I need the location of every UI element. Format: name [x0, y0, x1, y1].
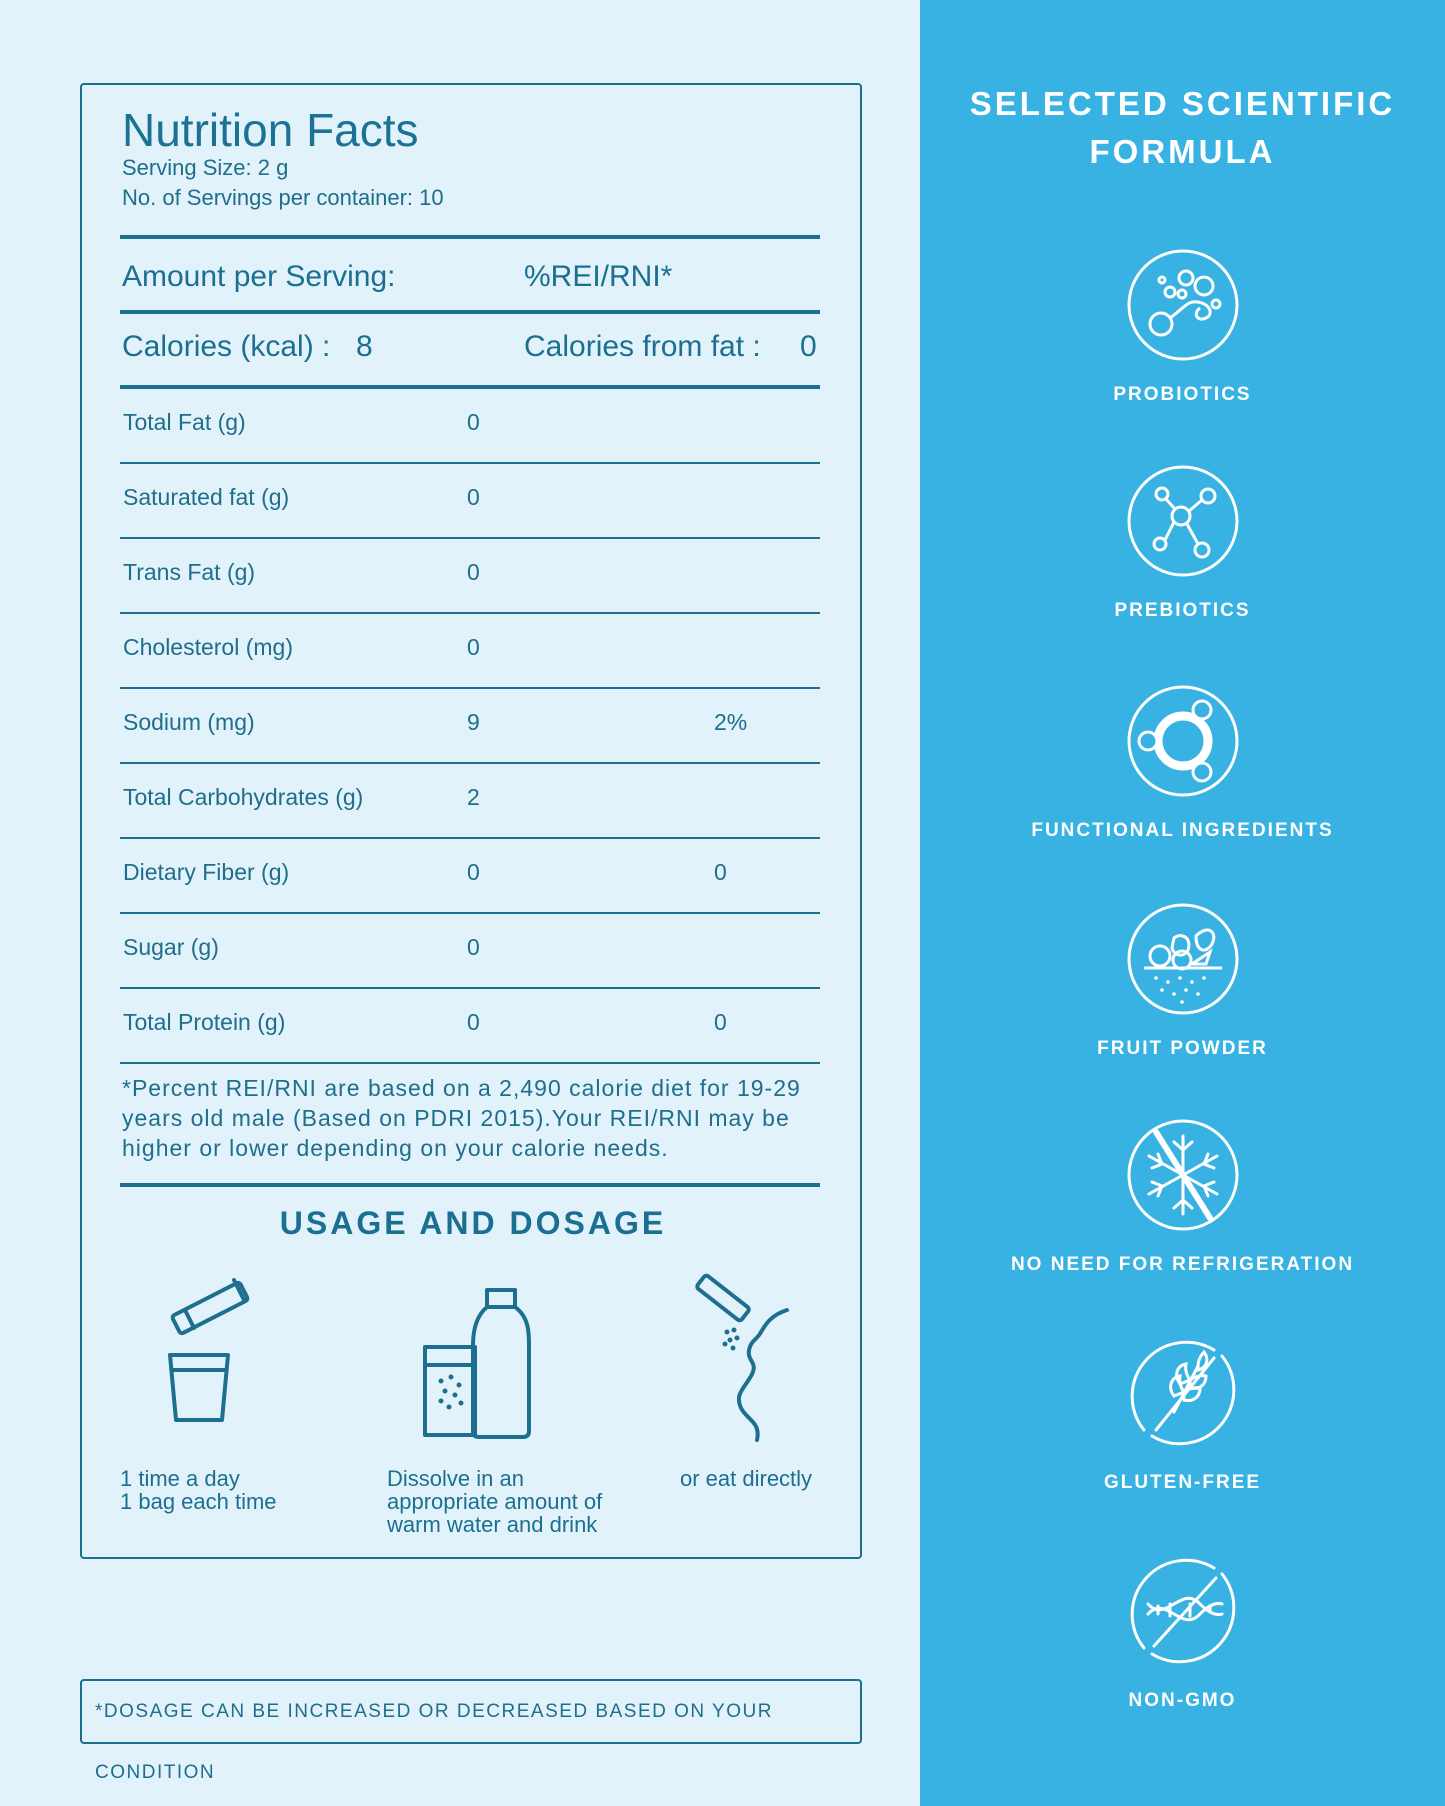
nutrient-percent: 2%: [714, 709, 748, 735]
step-text: or eat directly: [680, 1466, 813, 1491]
divider: [120, 310, 820, 314]
nutrient-value: 0: [467, 634, 480, 660]
stick-pack-cup-icon: [152, 1270, 272, 1445]
glass-bottle-icon: [417, 1285, 537, 1445]
nutrient-row: [120, 764, 820, 839]
prebiotics-icon: [1126, 464, 1240, 578]
divider: [120, 1183, 820, 1187]
dosage-note: *DOSAGE CAN BE INCREASED OR DECREASED BASED ON YOUR CONDITION: [80, 1679, 862, 1744]
nutrient-value: 0: [467, 559, 480, 585]
nutrient-name: Total Fat (g): [123, 409, 246, 435]
nutrient-name: Trans Fat (g): [123, 559, 256, 585]
formula-title-line: FORMULA: [1089, 133, 1276, 170]
nutrient-row: [120, 614, 820, 689]
divider: [120, 235, 820, 239]
nutrient-row: [120, 539, 820, 614]
feature-non-gmo: [920, 1554, 1445, 1712]
nutrient-row: [120, 689, 820, 764]
feature-probiotics: [920, 248, 1445, 406]
feature-no-refrigeration: [920, 1118, 1445, 1276]
pour-eat-icon: [687, 1270, 807, 1450]
feature-label: FUNCTIONAL INGREDIENTS: [1031, 820, 1334, 841]
nutrient-value: 0: [467, 1009, 480, 1035]
gluten-free-icon: [1126, 1336, 1240, 1450]
servings-per-container: No. of Servings per container: 10: [122, 185, 444, 210]
feature-label: NO NEED FOR REFRIGERATION: [1010, 1254, 1355, 1275]
nutrient-name: Sugar (g): [123, 934, 219, 960]
feature-label: FRUIT POWDER: [1097, 1038, 1268, 1059]
nutrient-percent: 0: [714, 1009, 727, 1035]
serving-size: Serving Size: 2 g: [122, 155, 289, 180]
calories-from-fat-value: 0: [800, 330, 817, 363]
nutrient-value: 2: [467, 784, 480, 810]
rei-footnote: *Percent REI/RNI are based on a 2,490 calorie diet for 19-29 years old male (Based on PDRI 2015).Your REI/RNI may be higher or lower depending on your calorie needs.: [122, 1075, 801, 1161]
feature-gluten-free: [920, 1336, 1445, 1494]
nutrient-value: 0: [467, 409, 480, 435]
nutrient-row: [120, 839, 820, 914]
usage-dosage-title: USAGE AND DOSAGE: [279, 1205, 667, 1241]
calories-label: Calories (kcal) :: [122, 330, 331, 363]
probiotics-icon: [1126, 248, 1240, 362]
nutrient-name: Total Carbohydrates (g): [123, 784, 364, 810]
nutrient-row: [120, 464, 820, 539]
feature-label: PROBIOTICS: [1113, 384, 1252, 405]
calories-value: 8: [356, 330, 373, 363]
nutrient-row: [120, 914, 820, 989]
feature-fruit-powder: [920, 902, 1445, 1060]
fruit-powder-icon: [1126, 902, 1240, 1016]
nutrient-row: [120, 389, 820, 464]
formula-panel: [920, 0, 1445, 1806]
no-refrigeration-icon: [1126, 1118, 1240, 1232]
nutrient-value: 0: [467, 859, 480, 885]
nutrient-name: Total Protein (g): [123, 1009, 286, 1035]
amount-per-serving-header: Amount per Serving:: [122, 260, 396, 293]
nutrient-value: 9: [467, 709, 480, 735]
feature-functional-ingredients: [920, 684, 1445, 842]
step-text: Dissolve in an appropriate amount of warm water and drink: [387, 1466, 603, 1537]
nutrient-name: Saturated fat (g): [123, 484, 290, 510]
nutrition-title: Nutrition Facts: [122, 104, 419, 156]
nutrient-name: Cholesterol (mg): [123, 634, 293, 660]
formula-title: [920, 80, 1445, 176]
non-gmo-icon: [1126, 1554, 1240, 1668]
nutrient-row: [120, 989, 820, 1064]
nutrient-name: Dietary Fiber (g): [123, 859, 290, 885]
calories-from-fat-label: Calories from fat :: [524, 330, 761, 363]
nutrient-value: 0: [467, 484, 480, 510]
nutrient-name: Sodium (mg): [123, 709, 255, 735]
feature-label: NON-GMO: [1128, 1690, 1237, 1711]
step-text: 1 time a day 1 bag each time: [120, 1466, 277, 1514]
functional-ingredients-icon: [1126, 684, 1240, 798]
formula-title-line: SELECTED SCIENTIFIC: [969, 85, 1396, 122]
feature-label: GLUTEN-FREE: [1103, 1472, 1262, 1493]
feature-prebiotics: [920, 464, 1445, 622]
nutrient-value: 0: [467, 934, 480, 960]
nutrient-percent: 0: [714, 859, 727, 885]
rei-rni-header: %REI/RNI*: [524, 260, 673, 293]
nutrition-facts-box: [80, 83, 862, 1559]
feature-label: PREBIOTICS: [1114, 600, 1251, 621]
